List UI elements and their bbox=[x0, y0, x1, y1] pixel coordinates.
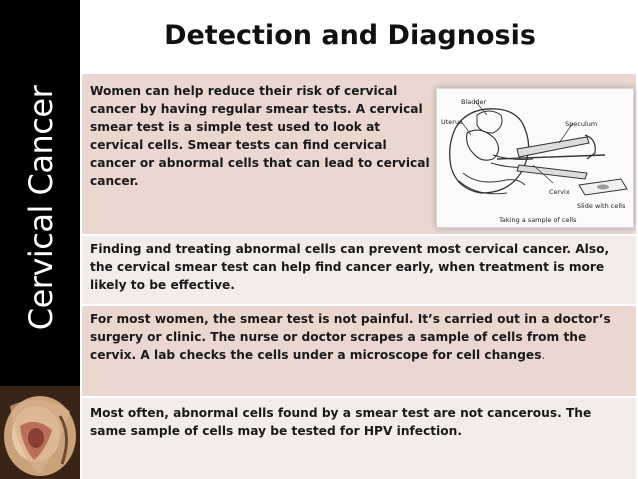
table-row bbox=[82, 74, 636, 234]
row-text: Women can help reduce their risk of cervical cancer by having regular smear tests. A cervical smear test is a simple test used to look at cervical cells. Smear tests can find cervical cancer or abnormal cells that can lead to cervical cancer. bbox=[90, 84, 430, 188]
slide-title: Detection and Diagnosis bbox=[164, 20, 536, 51]
label-bladder: Bladder bbox=[461, 98, 487, 106]
label-uterus: Uterus bbox=[441, 118, 463, 126]
label-slide: Slide with cells bbox=[577, 202, 626, 210]
smear-test-diagram bbox=[436, 88, 634, 228]
label-speculum: Speculum bbox=[565, 120, 598, 128]
content-table bbox=[82, 74, 636, 479]
row-text: Most often, abnormal cells found by a smear test are not cancerous. The same sample of cells may be tested for HPV infection. bbox=[90, 406, 592, 438]
row-text: For most women, the smear test is not painful. It’s carried out in a doctor’s surgery or clinic. The nurse or doctor scrapes a sample of cells from the cervix. A lab checks the cells under a microscope for cell changes bbox=[90, 312, 611, 362]
figure-caption: Taking a sample of cells bbox=[499, 216, 577, 224]
label-cervix: Cervix bbox=[549, 188, 570, 196]
sidebar-anatomy-image bbox=[0, 386, 80, 479]
row-text: Finding and treating abnormal cells can prevent most cervical cancer. Also, the cervical smear test can help find cancer early, when treatment is more likely to be effective. bbox=[90, 242, 610, 292]
sidebar-title-text: Cervical Cancer bbox=[22, 85, 61, 330]
table-row bbox=[82, 306, 636, 396]
sidebar bbox=[0, 0, 80, 479]
sidebar-title bbox=[5, 85, 77, 330]
row-text-tail: . bbox=[541, 348, 546, 362]
table-row bbox=[82, 398, 636, 479]
table-row bbox=[82, 236, 636, 304]
